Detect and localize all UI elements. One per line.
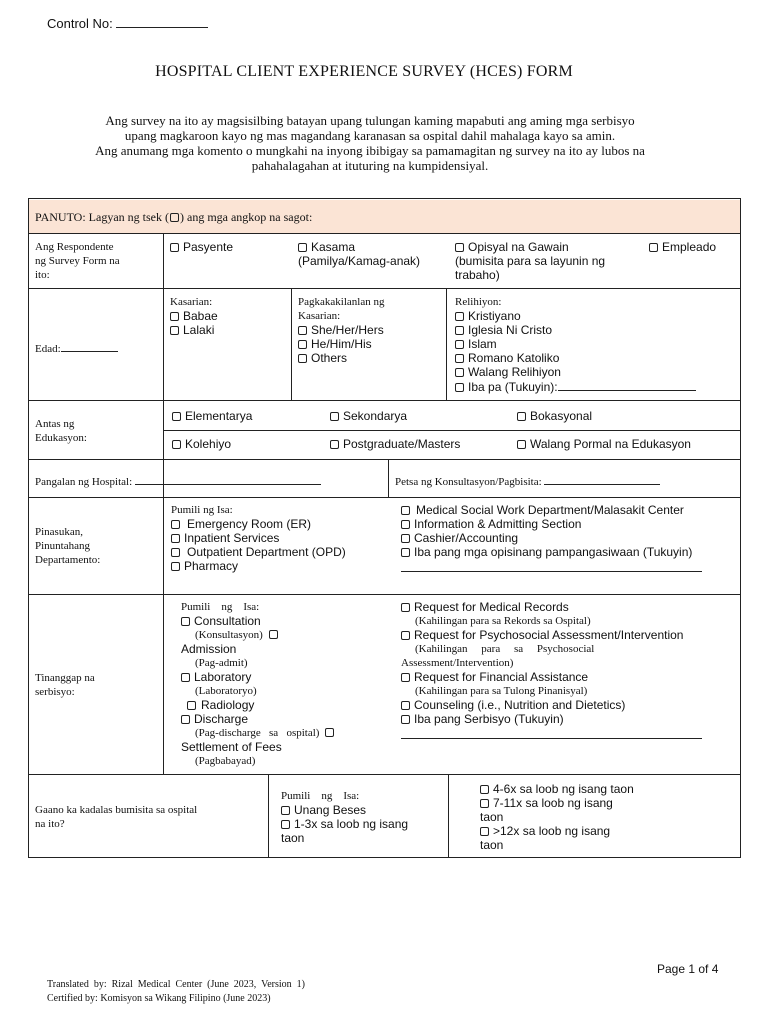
- checkbox-icon[interactable]: [401, 603, 410, 612]
- checkbox-icon[interactable]: [298, 326, 307, 335]
- checkbox-icon[interactable]: [330, 412, 339, 421]
- option-label: Bokasyonal: [530, 409, 593, 423]
- department-label-1: Pinasukan,: [35, 526, 83, 538]
- checkbox-icon[interactable]: [401, 715, 410, 724]
- department-option-information[interactable]: [401, 517, 702, 531]
- control-number-blank[interactable]: [116, 16, 208, 28]
- footer-credits: [47, 978, 305, 1006]
- checkbox-icon[interactable]: [401, 631, 410, 640]
- hospital-name-label: Pangalan ng Hospital:: [35, 476, 133, 488]
- religion-option-other[interactable]: [455, 379, 696, 394]
- age-field[interactable]: [35, 340, 118, 356]
- department-left-group: [171, 503, 346, 573]
- religion-option-inc[interactable]: [455, 323, 696, 337]
- age-label: Edad:: [35, 343, 61, 355]
- service-option-other[interactable]: [401, 712, 736, 726]
- education-option-kolehiyo[interactable]: [172, 437, 231, 451]
- checkbox-icon[interactable]: [480, 799, 489, 808]
- checkbox-icon[interactable]: [455, 326, 464, 335]
- religion-option-wala[interactable]: [455, 365, 696, 379]
- footer-certified: Certified by: Komisyon sa Wikang Filipino (June 2023): [47, 993, 271, 1004]
- service-option-records[interactable]: [401, 600, 736, 614]
- religion-label: Relihiyon:: [455, 296, 502, 308]
- frequency-label-1: Gaano ka kadalas bumisita sa ospital: [35, 804, 198, 816]
- checkbox-icon[interactable]: [455, 354, 464, 363]
- checkbox-icon[interactable]: [401, 520, 410, 529]
- sex-option-babae[interactable]: [170, 309, 218, 323]
- religion-other-blank[interactable]: [558, 379, 696, 391]
- religion-option-katoliko[interactable]: [455, 351, 696, 365]
- option-label: Iba pang mga opisinang pampangasiwaan (Tukuyin): [414, 545, 693, 559]
- intro-line-1: Ang survey na ito ay magsisilbing batayan upang tulungan kaming mapabuti ang aming mga serbisyo: [105, 113, 635, 128]
- option-sub-label: (Pag-discharge sa ospital): [195, 727, 320, 739]
- checkbox-icon[interactable]: [517, 440, 526, 449]
- option-label: Information & Admitting Section: [414, 517, 582, 531]
- education-option-sekondarya[interactable]: [330, 409, 407, 423]
- checkbox-icon[interactable]: [401, 673, 410, 682]
- checkbox-icon[interactable]: [281, 806, 290, 815]
- service-option-settlement[interactable]: Settlement of Fees: [181, 740, 282, 754]
- respondent-option-kasama[interactable]: [298, 240, 420, 268]
- frequency-right-group: [480, 782, 634, 852]
- option-label: Iba pa (Tukuyin):: [468, 380, 558, 394]
- option-label: Request for Medical Records: [414, 600, 569, 614]
- page-number: Page 1 of 4: [657, 962, 719, 976]
- option-label: Radiology: [201, 698, 255, 712]
- option-label: Inpatient Services: [184, 531, 280, 545]
- frequency-option-4-6[interactable]: [480, 782, 634, 796]
- frequency-label-2: na ito?: [35, 818, 65, 830]
- checkbox-icon[interactable]: [170, 326, 179, 335]
- option-label: Medical Social Work Department/Malasakit Center: [416, 503, 684, 517]
- service-psychosocial-sub-1: (Kahilingan para sa Psychosocial: [415, 643, 595, 655]
- sex-group: [170, 295, 218, 337]
- intro-line-3: Ang anumang mga komento o mungkahi na inyong ibibigay sa pamamagitan ng survey na ito ay lubos na: [95, 143, 645, 158]
- option-label: Pharmacy: [184, 559, 239, 573]
- hospital-name-blank[interactable]: [135, 473, 321, 485]
- option-label: Babae: [183, 309, 218, 323]
- checkbox-icon[interactable]: [172, 440, 181, 449]
- checkbox-icon[interactable]: [298, 243, 307, 252]
- option-label: Islam: [468, 337, 497, 351]
- service-discharge-sub: [181, 726, 361, 740]
- identity-option-she[interactable]: [298, 323, 384, 337]
- service-psychosocial-sub-2: Assessment/Intervention): [401, 657, 514, 669]
- frequency-option-1-3-sub: taon: [281, 831, 305, 845]
- service-option-counseling[interactable]: [401, 698, 736, 712]
- checkbox-icon[interactable]: [171, 562, 180, 571]
- education-option-bokasyonal[interactable]: [517, 409, 592, 423]
- option-label: Postgraduate/Masters: [343, 437, 461, 451]
- department-label: [35, 525, 100, 567]
- option-sub-label: (Konsultasyon): [195, 629, 263, 641]
- department-right-group: [401, 503, 702, 572]
- service-records-sub: (Kahilingan para sa Rekords sa Ospital): [415, 615, 591, 627]
- checkbox-icon[interactable]: [455, 312, 464, 321]
- service-other-blank[interactable]: [401, 727, 702, 739]
- option-label: Unang Beses: [294, 803, 367, 817]
- religion-option-islam[interactable]: [455, 337, 696, 351]
- option-label: Opisyal na Gawain: [468, 240, 569, 254]
- department-label-3: Departamento:: [35, 554, 101, 566]
- respondent-option-opisyal[interactable]: [455, 240, 605, 282]
- checkbox-icon[interactable]: [181, 673, 190, 682]
- option-label-sub: (bumisita para sa layunin ng: [455, 254, 606, 268]
- service-option-radiology[interactable]: [181, 698, 361, 712]
- education-option-elementarya[interactable]: [172, 409, 252, 423]
- option-label: Emergency Room (ER): [187, 517, 312, 531]
- checkbox-icon[interactable]: [171, 534, 180, 543]
- checkbox-icon[interactable]: [172, 412, 181, 421]
- checkbox-icon[interactable]: [401, 534, 410, 543]
- option-label: Kristiyano: [468, 309, 521, 323]
- respondent-label: [35, 240, 120, 282]
- control-number: [47, 16, 208, 31]
- option-label: Counseling (i.e., Nutrition and Dietetics): [414, 698, 626, 712]
- service-settlement-sub: (Pagbabayad): [195, 755, 256, 767]
- services-label-1: Tinanggap na: [35, 672, 95, 684]
- checkbox-icon[interactable]: [455, 368, 464, 377]
- option-label: Cashier/Accounting: [414, 531, 519, 545]
- option-label: Lalaki: [183, 323, 215, 337]
- frequency-left-group: [281, 789, 408, 845]
- respondent-option-pasyente[interactable]: [170, 240, 233, 254]
- frequency-option-first[interactable]: [281, 803, 408, 817]
- option-label: Elementarya: [185, 409, 253, 423]
- frequency-option-7-11-sub: taon: [480, 810, 504, 824]
- checkbox-icon[interactable]: [401, 701, 410, 710]
- services-label-2: serbisyo:: [35, 686, 75, 698]
- department-option-inpatient[interactable]: [171, 531, 346, 545]
- age-blank[interactable]: [61, 340, 118, 352]
- identity-option-he[interactable]: [298, 337, 384, 351]
- checkbox-icon[interactable]: [517, 412, 526, 421]
- services-right-group: [401, 600, 736, 739]
- identity-label-2: Kasarian:: [298, 310, 341, 322]
- checkbox-icon[interactable]: [455, 243, 464, 252]
- option-label: She/Her/Hers: [311, 323, 384, 337]
- checkbox-icon[interactable]: [455, 340, 464, 349]
- checkbox-icon[interactable]: [298, 340, 307, 349]
- option-label: Walang Relihiyon: [468, 365, 561, 379]
- service-option-discharge[interactable]: [181, 712, 361, 726]
- frequency-option-12-plus[interactable]: [480, 824, 634, 838]
- instruction-prefix: PANUTO: Lagyan ng tsek (: [35, 210, 169, 224]
- checkbox-icon[interactable]: [401, 506, 410, 515]
- department-option-er[interactable]: [171, 517, 346, 531]
- department-option-mswd[interactable]: [401, 503, 702, 517]
- service-laboratory-sub: (Laboratoryo): [195, 685, 257, 697]
- checkbox-icon[interactable]: [480, 827, 489, 836]
- option-label: Walang Pormal na Edukasyon: [530, 437, 691, 451]
- frequency-option-12-plus-sub: taon: [480, 838, 504, 852]
- option-label: He/Him/His: [311, 337, 372, 351]
- visit-date-blank[interactable]: [544, 473, 660, 485]
- checkbox-icon[interactable]: [181, 617, 190, 626]
- religion-option-kristiyano[interactable]: [455, 309, 696, 323]
- identity-option-others[interactable]: [298, 351, 384, 365]
- department-choose-label: Pumili ng Isa:: [171, 504, 233, 516]
- frequency-label: [35, 803, 197, 831]
- checkbox-icon[interactable]: [649, 243, 658, 252]
- hospital-name-field[interactable]: [35, 473, 321, 489]
- control-number-label: Control No:: [47, 16, 113, 31]
- option-label-sub: trabaho): [455, 268, 500, 282]
- option-label: Consultation: [194, 614, 261, 628]
- checkbox-icon[interactable]: [187, 701, 196, 710]
- service-option-consultation[interactable]: [181, 614, 361, 628]
- option-label: Iba pang Serbisyo (Tukuyin): [414, 712, 564, 726]
- education-label-1: Antas ng: [35, 418, 75, 430]
- identity-label-1: Pagkakakilanlan ng: [298, 296, 385, 308]
- service-admission-sub: (Pag-admit): [195, 657, 248, 669]
- respondent-option-empleado[interactable]: [649, 240, 716, 254]
- option-label: Request for Psychosocial Assessment/Intervention: [414, 628, 684, 642]
- education-option-postgraduate[interactable]: [330, 437, 460, 451]
- visit-date-label: Petsa ng Konsultasyon/Pagbisita:: [395, 476, 542, 488]
- intro-text: [30, 113, 710, 173]
- option-label-sub: (Pamilya/Kamag-anak): [298, 254, 421, 268]
- education-label: [35, 417, 87, 445]
- checkbox-icon[interactable]: [325, 728, 334, 737]
- intro-line-2: upang magkaroon kayo ng mas magandang karanasan sa ospital dahil mahalaga kayo sa amin.: [124, 128, 616, 143]
- service-option-financial[interactable]: [401, 670, 736, 684]
- footer-translated: Translated by: Rizal Medical Center (June 2023, Version 1): [47, 979, 306, 990]
- frequency-choose-label: Pumili ng Isa:: [281, 790, 360, 802]
- checkbox-icon[interactable]: [171, 548, 180, 557]
- page-title: HOSPITAL CLIENT EXPERIENCE SURVEY (HCES) FORM: [155, 63, 573, 80]
- checkbox-sample-icon: [170, 213, 179, 222]
- checkbox-icon[interactable]: [170, 312, 179, 321]
- option-label: Discharge: [194, 712, 249, 726]
- checkbox-icon[interactable]: [330, 440, 339, 449]
- service-financial-sub: (Kahilingan para sa Tulong Pinanisyal): [415, 685, 588, 697]
- department-option-opd[interactable]: [171, 545, 346, 559]
- service-option-psychosocial[interactable]: [401, 628, 736, 642]
- option-label: Iglesia Ni Cristo: [468, 323, 553, 337]
- checkbox-icon[interactable]: [281, 820, 290, 829]
- respondent-label-2: ng Survey Form na: [35, 255, 120, 267]
- services-left-group: [181, 600, 361, 768]
- instruction-suffix: ) ang mga angkop na sagot:: [180, 210, 313, 224]
- option-label: Pasyente: [183, 240, 234, 254]
- frequency-option-1-3[interactable]: [281, 817, 408, 831]
- option-label: Empleado: [662, 240, 717, 254]
- option-label: 7-11x sa loob ng isang: [493, 796, 613, 810]
- option-label: Request for Financial Assistance: [414, 670, 589, 684]
- instruction-text: [35, 210, 312, 224]
- option-label: Kolehiyo: [185, 437, 232, 451]
- option-label: >12x sa loob ng isang: [493, 824, 611, 838]
- frequency-option-7-11[interactable]: [480, 796, 634, 810]
- religion-group: [455, 295, 696, 394]
- respondent-label-1: Ang Respondente: [35, 241, 114, 253]
- option-label: Others: [311, 351, 348, 365]
- checkbox-icon[interactable]: [401, 548, 410, 557]
- education-label-2: Edukasyon:: [35, 432, 87, 444]
- checkbox-icon[interactable]: [171, 520, 180, 529]
- sex-option-lalaki[interactable]: [170, 323, 218, 337]
- service-consultation-sub: [181, 628, 361, 642]
- education-option-walang-pormal[interactable]: [517, 437, 691, 451]
- services-choose-label: Pumili ng Isa:: [181, 601, 260, 613]
- checkbox-icon[interactable]: [181, 715, 190, 724]
- department-option-pharmacy[interactable]: [171, 559, 346, 573]
- department-label-2: Pinuntahang: [35, 540, 90, 552]
- checkbox-icon[interactable]: [269, 630, 278, 639]
- department-option-other[interactable]: [401, 545, 702, 559]
- service-option-admission[interactable]: Admission: [181, 642, 237, 656]
- gender-identity-group: [298, 295, 384, 365]
- option-label: 1-3x sa loob ng isang: [294, 817, 409, 831]
- option-label: Kasama: [311, 240, 356, 254]
- department-option-cashier[interactable]: [401, 531, 702, 545]
- visit-date-field[interactable]: [395, 473, 660, 489]
- checkbox-icon[interactable]: [298, 354, 307, 363]
- option-label: Outpatient Department (OPD): [187, 545, 346, 559]
- option-label: Romano Katoliko: [468, 351, 560, 365]
- respondent-label-3: ito:: [35, 269, 50, 281]
- option-label: Laboratory: [194, 670, 252, 684]
- checkbox-icon[interactable]: [455, 383, 464, 392]
- option-label: 4-6x sa loob ng isang taon: [493, 782, 634, 796]
- department-other-blank[interactable]: [401, 560, 702, 572]
- intro-line-4: pahahalagahan at ituturing na kumpidensiyal.: [251, 158, 489, 173]
- service-option-laboratory[interactable]: [181, 670, 361, 684]
- sex-label: Kasarian:: [170, 296, 213, 308]
- option-label: Sekondarya: [343, 409, 408, 423]
- checkbox-icon[interactable]: [170, 243, 179, 252]
- services-label: [35, 671, 95, 699]
- checkbox-icon[interactable]: [480, 785, 489, 794]
